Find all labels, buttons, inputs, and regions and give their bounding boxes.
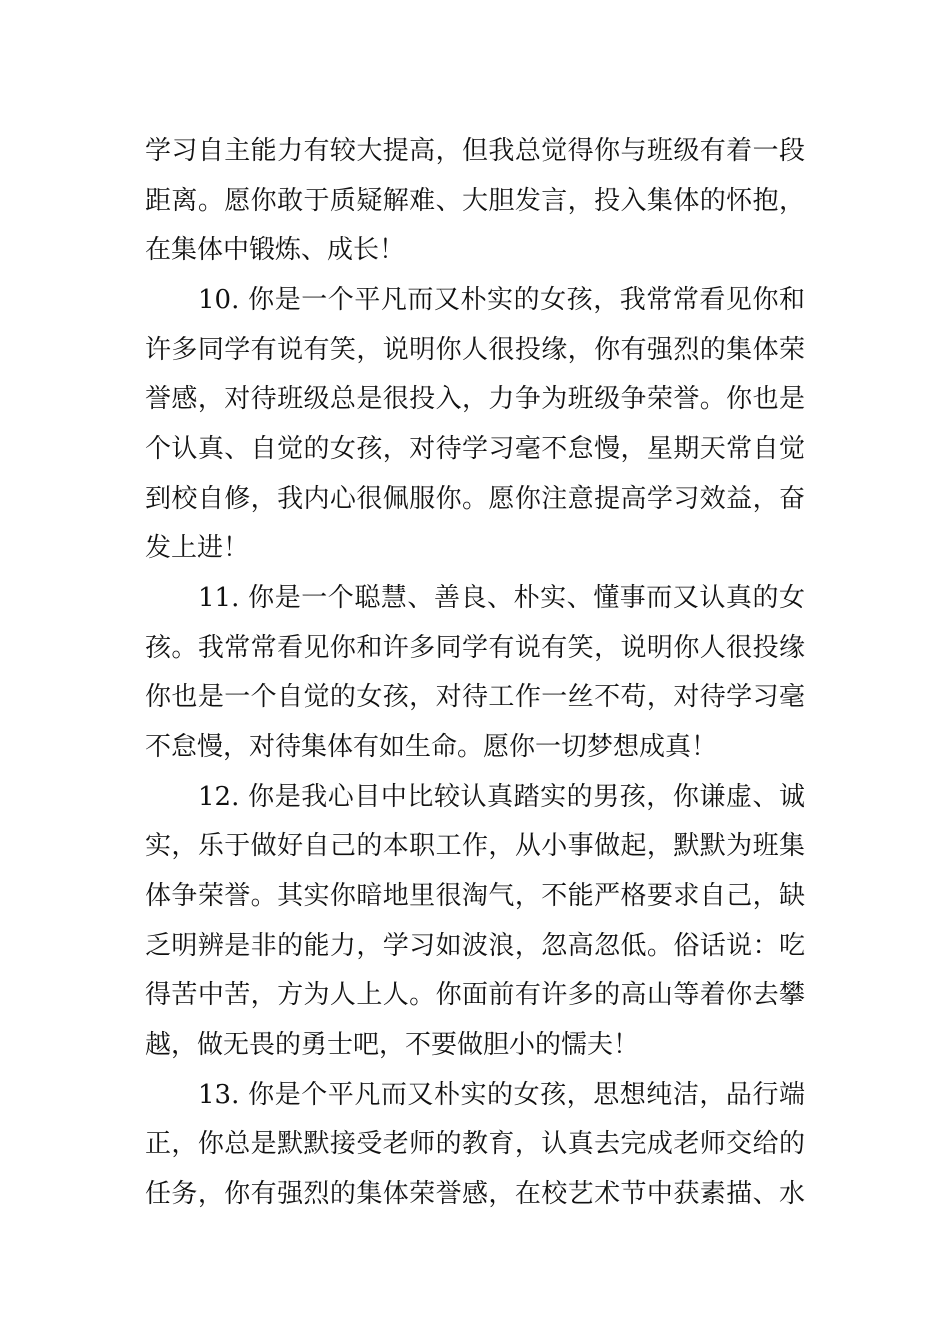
text-line: 在集体中锻炼、成长！ — [145, 235, 406, 265]
text-line: 誉感，对待班级总是很投入，力争为班级争荣誉。你也是 — [145, 384, 805, 414]
text-line: 孩。我常常看见你和许多同学有说有笑，说明你人很投缘 — [145, 633, 805, 663]
text-line: 越，做无畏的勇士吧，不要做胆小的懦夫！ — [145, 1030, 640, 1060]
text-line: 许多同学有说有笑，说明你人很投缘，你有强烈的集体荣 — [145, 335, 805, 365]
paragraph-start-line: 11. 你是一个聪慧、善良、朴实、懂事而又认真的女 — [198, 583, 805, 613]
text-line: 任务，你有强烈的集体荣誉感，在校艺术节中获素描、水 — [145, 1179, 805, 1209]
paragraph-start-line: 12. 你是我心目中比较认真踏实的男孩，你谦虚、诚 — [198, 782, 805, 812]
text-line: 不怠慢，对待集体有如生命。愿你一切梦想成真！ — [145, 732, 718, 762]
text-line: 学习自主能力有较大提高，但我总觉得你与班级有着一段 — [145, 136, 805, 166]
text-line: 个认真、自觉的女孩，对待学习毫不怠慢，星期天常自觉 — [145, 434, 805, 464]
text-line: 正，你总是默默接受老师的教育，认真去完成老师交给的 — [145, 1129, 805, 1159]
paragraph-start-line: 13. 你是个平凡而又朴实的女孩，思想纯洁，品行端 — [198, 1080, 805, 1110]
text-line: 距离。愿你敢于质疑解难、大胆发言，投入集体的怀抱， — [145, 186, 805, 216]
text-line: 发上进！ — [145, 533, 250, 563]
text-line: 你也是一个自觉的女孩，对待工作一丝不苟，对待学习毫 — [145, 682, 805, 712]
text-line: 乏明辨是非的能力，学习如波浪，忽高忽低。俗话说：吃 — [145, 931, 805, 961]
paragraph-start-line: 10. 你是一个平凡而又朴实的女孩，我常常看见你和 — [198, 285, 805, 315]
text-line: 实，乐于做好自己的本职工作，从小事做起，默默为班集 — [145, 831, 805, 861]
text-line: 体争荣誉。其实你暗地里很淘气，不能严格要求自己，缺 — [145, 881, 805, 911]
text-line: 到校自修，我内心很佩服你。愿你注意提高学习效益，奋 — [145, 484, 805, 514]
text-line: 得苦中苦，方为人上人。你面前有许多的高山等着你去攀 — [145, 980, 805, 1010]
